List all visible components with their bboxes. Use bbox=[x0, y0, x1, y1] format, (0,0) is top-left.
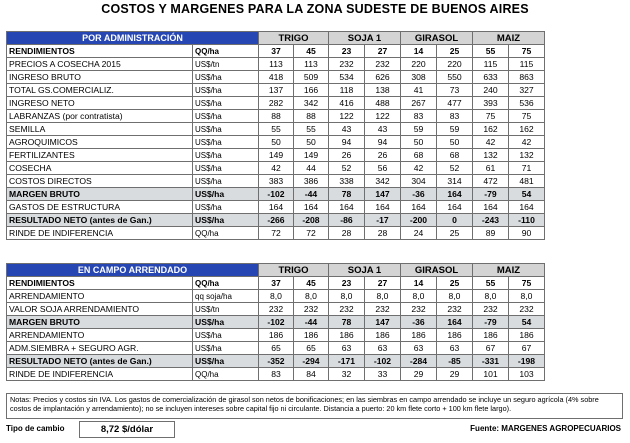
value-cell: 101 bbox=[473, 368, 509, 381]
value-cell: 26 bbox=[365, 149, 401, 162]
crop-header-girasol: GIRASOL bbox=[401, 264, 473, 277]
value-cell: 67 bbox=[473, 342, 509, 355]
value-cell: 186 bbox=[509, 329, 545, 342]
value-cell: 149 bbox=[294, 149, 329, 162]
row-label: INGRESO NETO bbox=[7, 97, 193, 110]
value-cell: 68 bbox=[401, 149, 437, 162]
table-row bbox=[7, 368, 545, 381]
value-cell: 8,0 bbox=[294, 290, 329, 303]
value-cell: 164 bbox=[437, 201, 473, 214]
value-cell: 186 bbox=[259, 329, 294, 342]
table-row bbox=[7, 149, 545, 162]
row-label: ARRENDAMIENTO bbox=[7, 290, 193, 303]
value-cell: 41 bbox=[401, 84, 437, 97]
row-label: VALOR SOJA ARRENDAMIENTO bbox=[7, 303, 193, 316]
row-label: ARRENDAMIENTO bbox=[7, 329, 193, 342]
value-cell: 42 bbox=[509, 136, 545, 149]
row-unit: US$/ha bbox=[193, 162, 259, 175]
value-cell: 186 bbox=[294, 329, 329, 342]
value-cell: -17 bbox=[365, 214, 401, 227]
value-cell: 55 bbox=[294, 123, 329, 136]
value-cell: 42 bbox=[401, 162, 437, 175]
value-cell: 42 bbox=[473, 136, 509, 149]
value-cell: 149 bbox=[259, 149, 294, 162]
rented-table bbox=[6, 263, 545, 381]
row-unit: US$/ha bbox=[193, 175, 259, 188]
row-unit: US$/ha bbox=[193, 136, 259, 149]
value-cell: 43 bbox=[329, 123, 365, 136]
value-cell: 118 bbox=[329, 84, 365, 97]
value-cell: -36 bbox=[401, 316, 437, 329]
value-cell: 50 bbox=[294, 136, 329, 149]
value-cell: 28 bbox=[329, 227, 365, 240]
value-cell: 481 bbox=[509, 175, 545, 188]
footer bbox=[6, 421, 623, 438]
row-label: RESULTADO NETO (antes de Gan.) bbox=[7, 214, 193, 227]
value-cell: 25 bbox=[437, 227, 473, 240]
value-cell: 240 bbox=[473, 84, 509, 97]
value-cell: 633 bbox=[473, 71, 509, 84]
value-cell: 164 bbox=[509, 201, 545, 214]
value-cell: 122 bbox=[365, 110, 401, 123]
value-cell: 113 bbox=[294, 58, 329, 71]
row-label: ADM.SIEMBRA + SEGURO AGR. bbox=[7, 342, 193, 355]
value-cell: 137 bbox=[259, 84, 294, 97]
value-cell: 59 bbox=[437, 123, 473, 136]
value-cell: 8,0 bbox=[509, 290, 545, 303]
row-unit: US$/ha bbox=[193, 201, 259, 214]
value-cell: 14 bbox=[401, 277, 437, 290]
exchange-rate-box bbox=[79, 421, 175, 438]
value-cell: 232 bbox=[259, 303, 294, 316]
row-unit: US$/ha bbox=[193, 214, 259, 227]
row-label: RINDE DE INDIFERENCIA bbox=[7, 227, 193, 240]
value-cell: -294 bbox=[294, 355, 329, 368]
value-cell: 232 bbox=[473, 303, 509, 316]
value-cell: 43 bbox=[365, 123, 401, 136]
value-cell: 138 bbox=[365, 84, 401, 97]
exchange-rate-label: Tipo de cambio bbox=[6, 424, 65, 433]
value-cell: -79 bbox=[473, 316, 509, 329]
value-cell: 67 bbox=[509, 342, 545, 355]
table-row bbox=[7, 71, 545, 84]
value-cell: 0 bbox=[437, 214, 473, 227]
value-cell: 54 bbox=[509, 188, 545, 201]
value-cell: 113 bbox=[259, 58, 294, 71]
table-row bbox=[7, 303, 545, 316]
row-unit: US$/ha bbox=[193, 329, 259, 342]
value-cell: 232 bbox=[365, 58, 401, 71]
row-unit: QQ/ha bbox=[193, 227, 259, 240]
value-cell: 61 bbox=[473, 162, 509, 175]
value-cell: 50 bbox=[401, 136, 437, 149]
value-cell: -44 bbox=[294, 188, 329, 201]
crop-header-soja: SOJA 1 bbox=[329, 32, 401, 45]
value-cell: 477 bbox=[437, 97, 473, 110]
value-cell: 25 bbox=[437, 277, 473, 290]
value-cell: 115 bbox=[509, 58, 545, 71]
value-cell: 27 bbox=[365, 45, 401, 58]
row-unit: US$/ha bbox=[193, 123, 259, 136]
value-cell: 164 bbox=[259, 201, 294, 214]
table-row bbox=[7, 45, 545, 58]
value-cell: 94 bbox=[329, 136, 365, 149]
value-cell: 32 bbox=[329, 368, 365, 381]
value-cell: 186 bbox=[401, 329, 437, 342]
value-cell: 37 bbox=[259, 45, 294, 58]
row-unit: US$/ha bbox=[193, 342, 259, 355]
value-cell: 88 bbox=[259, 110, 294, 123]
value-cell: 75 bbox=[473, 110, 509, 123]
admin-table bbox=[6, 31, 545, 240]
value-cell: 14 bbox=[401, 45, 437, 58]
value-cell: 75 bbox=[509, 45, 545, 58]
value-cell: 509 bbox=[294, 71, 329, 84]
value-cell: 73 bbox=[437, 84, 473, 97]
value-cell: 186 bbox=[365, 329, 401, 342]
row-unit: US$/ha bbox=[193, 316, 259, 329]
value-cell: -110 bbox=[509, 214, 545, 227]
value-cell: 232 bbox=[437, 303, 473, 316]
value-cell: 37 bbox=[259, 277, 294, 290]
row-label: AGROQUIMICOS bbox=[7, 136, 193, 149]
value-cell: 534 bbox=[329, 71, 365, 84]
value-cell: 122 bbox=[329, 110, 365, 123]
table-row bbox=[7, 355, 545, 368]
value-cell: 267 bbox=[401, 97, 437, 110]
value-cell: 132 bbox=[473, 149, 509, 162]
table-row bbox=[7, 175, 545, 188]
row-unit: US$/ha bbox=[193, 84, 259, 97]
value-cell: 164 bbox=[437, 316, 473, 329]
value-cell: 308 bbox=[401, 71, 437, 84]
table-row bbox=[7, 162, 545, 175]
table-row bbox=[7, 84, 545, 97]
crop-header-soja: SOJA 1 bbox=[329, 264, 401, 277]
value-cell: 338 bbox=[329, 175, 365, 188]
value-cell: 393 bbox=[473, 97, 509, 110]
value-cell: 26 bbox=[329, 149, 365, 162]
value-cell: -331 bbox=[473, 355, 509, 368]
row-unit: US$/ha bbox=[193, 188, 259, 201]
value-cell: 8,0 bbox=[365, 290, 401, 303]
value-cell: 383 bbox=[259, 175, 294, 188]
section-title: EN CAMPO ARRENDADO bbox=[7, 264, 259, 277]
value-cell: 314 bbox=[437, 175, 473, 188]
row-unit: QQ/ha bbox=[193, 45, 259, 58]
row-label: TOTAL GS.COMERCIALIZ. bbox=[7, 84, 193, 97]
value-cell: 115 bbox=[473, 58, 509, 71]
row-label: GASTOS DE ESTRUCTURA bbox=[7, 201, 193, 214]
row-unit: US$/ha bbox=[193, 110, 259, 123]
row-label: LABRANZAS (por contratista) bbox=[7, 110, 193, 123]
value-cell: 71 bbox=[509, 162, 545, 175]
table-row bbox=[7, 201, 545, 214]
value-cell: -85 bbox=[437, 355, 473, 368]
value-cell: 164 bbox=[329, 201, 365, 214]
value-cell: 56 bbox=[365, 162, 401, 175]
row-label: RESULTADO NETO (antes de Gan.) bbox=[7, 355, 193, 368]
value-cell: 164 bbox=[437, 188, 473, 201]
crop-header-maiz: MAIZ bbox=[473, 32, 545, 45]
value-cell: 342 bbox=[294, 97, 329, 110]
value-cell: 78 bbox=[329, 316, 365, 329]
value-cell: 63 bbox=[401, 342, 437, 355]
value-cell: 88 bbox=[294, 110, 329, 123]
table-row bbox=[7, 110, 545, 123]
section-title: POR ADMINISTRACIÓN bbox=[7, 32, 259, 45]
row-unit: QQ/ha bbox=[193, 368, 259, 381]
value-cell: 304 bbox=[401, 175, 437, 188]
row-label: RINDE DE INDIFERENCIA bbox=[7, 368, 193, 381]
value-cell: 164 bbox=[401, 201, 437, 214]
page-title: COSTOS Y MARGENES PARA LA ZONA SUDESTE DE BUENOS AIRES bbox=[101, 2, 529, 16]
crop-header-trigo: TRIGO bbox=[259, 264, 329, 277]
value-cell: 33 bbox=[365, 368, 401, 381]
value-cell: 44 bbox=[294, 162, 329, 175]
value-cell: 132 bbox=[509, 149, 545, 162]
value-cell: 28 bbox=[365, 227, 401, 240]
table-row bbox=[7, 277, 545, 290]
value-cell: 550 bbox=[437, 71, 473, 84]
value-cell: 50 bbox=[259, 136, 294, 149]
crop-header-trigo: TRIGO bbox=[259, 32, 329, 45]
value-cell: -200 bbox=[401, 214, 437, 227]
value-cell: 83 bbox=[437, 110, 473, 123]
value-cell: 342 bbox=[365, 175, 401, 188]
value-cell: 83 bbox=[259, 368, 294, 381]
value-cell: 25 bbox=[437, 45, 473, 58]
value-cell: 103 bbox=[509, 368, 545, 381]
value-cell: 94 bbox=[365, 136, 401, 149]
value-cell: 89 bbox=[473, 227, 509, 240]
table-row bbox=[7, 188, 545, 201]
value-cell: 8,0 bbox=[473, 290, 509, 303]
value-cell: 29 bbox=[401, 368, 437, 381]
value-cell: 23 bbox=[329, 45, 365, 58]
table-row bbox=[7, 227, 545, 240]
value-cell: 232 bbox=[509, 303, 545, 316]
value-cell: 8,0 bbox=[437, 290, 473, 303]
value-cell: 52 bbox=[329, 162, 365, 175]
table-row bbox=[7, 123, 545, 136]
value-cell: 232 bbox=[329, 303, 365, 316]
value-cell: -198 bbox=[509, 355, 545, 368]
value-cell: 55 bbox=[473, 277, 509, 290]
row-unit: US$/ha bbox=[193, 149, 259, 162]
value-cell: 54 bbox=[509, 316, 545, 329]
value-cell: 8,0 bbox=[329, 290, 365, 303]
row-unit: US$/ha bbox=[193, 355, 259, 368]
row-unit: US$/ha bbox=[193, 97, 259, 110]
value-cell: 75 bbox=[509, 277, 545, 290]
value-cell: 416 bbox=[329, 97, 365, 110]
crop-header-girasol: GIRASOL bbox=[401, 32, 473, 45]
value-cell: 72 bbox=[259, 227, 294, 240]
notes: Notas: Precios y costos sin IVA. Los gastos de comercialización de girasol son netos de bonificaciones; en las siembras en campo arrendado se incluye un seguro agrícola (4% sobre costos de implantación y arrendamiento); no se incluyen intereses sobre capital fijo ni circulante. Distancia a puerto: 20 km flete corto + 100 km flete largo). bbox=[6, 393, 623, 419]
row-label: COSECHA bbox=[7, 162, 193, 175]
value-cell: 8,0 bbox=[259, 290, 294, 303]
value-cell: 55 bbox=[473, 45, 509, 58]
value-cell: 164 bbox=[473, 201, 509, 214]
source: Fuente: MARGENES AGROPECUARIOS bbox=[470, 424, 621, 433]
value-cell: 220 bbox=[437, 58, 473, 71]
value-cell: 72 bbox=[294, 227, 329, 240]
value-cell: 488 bbox=[365, 97, 401, 110]
row-unit: US$/ha bbox=[193, 71, 259, 84]
row-unit: US$/tn bbox=[193, 303, 259, 316]
value-cell: 164 bbox=[294, 201, 329, 214]
value-cell: 63 bbox=[329, 342, 365, 355]
value-cell: 220 bbox=[401, 58, 437, 71]
row-label: RENDIMIENTOS bbox=[7, 45, 193, 58]
table-row bbox=[7, 214, 545, 227]
row-label: FERTILIZANTES bbox=[7, 149, 193, 162]
value-cell: 386 bbox=[294, 175, 329, 188]
value-cell: -102 bbox=[259, 188, 294, 201]
row-label: MARGEN BRUTO bbox=[7, 188, 193, 201]
value-cell: -79 bbox=[473, 188, 509, 201]
value-cell: -266 bbox=[259, 214, 294, 227]
value-cell: 863 bbox=[509, 71, 545, 84]
row-label: COSTOS DIRECTOS bbox=[7, 175, 193, 188]
value-cell: 147 bbox=[365, 316, 401, 329]
value-cell: 65 bbox=[294, 342, 329, 355]
value-cell: 162 bbox=[509, 123, 545, 136]
table-row bbox=[7, 329, 545, 342]
value-cell: 50 bbox=[437, 136, 473, 149]
row-label: PRECIOS A COSECHA 2015 bbox=[7, 58, 193, 71]
value-cell: 232 bbox=[365, 303, 401, 316]
value-cell: 83 bbox=[401, 110, 437, 123]
value-cell: 186 bbox=[473, 329, 509, 342]
value-cell: 282 bbox=[259, 97, 294, 110]
value-cell: -171 bbox=[329, 355, 365, 368]
exchange-rate-unit: $/dólar bbox=[121, 424, 154, 435]
value-cell: 536 bbox=[509, 97, 545, 110]
value-cell: 84 bbox=[294, 368, 329, 381]
value-cell: 45 bbox=[294, 45, 329, 58]
table-row bbox=[7, 316, 545, 329]
row-unit: QQ/ha bbox=[193, 277, 259, 290]
value-cell: 232 bbox=[401, 303, 437, 316]
row-label: INGRESO BRUTO bbox=[7, 71, 193, 84]
value-cell: -208 bbox=[294, 214, 329, 227]
value-cell: 63 bbox=[437, 342, 473, 355]
value-cell: 55 bbox=[259, 123, 294, 136]
value-cell: 162 bbox=[473, 123, 509, 136]
table-row bbox=[7, 342, 545, 355]
table-row bbox=[7, 97, 545, 110]
value-cell: -102 bbox=[365, 355, 401, 368]
value-cell: 232 bbox=[294, 303, 329, 316]
value-cell: 27 bbox=[365, 277, 401, 290]
crop-header-maiz: MAIZ bbox=[473, 264, 545, 277]
value-cell: -284 bbox=[401, 355, 437, 368]
value-cell: -86 bbox=[329, 214, 365, 227]
value-cell: 42 bbox=[259, 162, 294, 175]
value-cell: -352 bbox=[259, 355, 294, 368]
value-cell: 23 bbox=[329, 277, 365, 290]
value-cell: 327 bbox=[509, 84, 545, 97]
value-cell: 472 bbox=[473, 175, 509, 188]
value-cell: 90 bbox=[509, 227, 545, 240]
value-cell: 232 bbox=[329, 58, 365, 71]
value-cell: 626 bbox=[365, 71, 401, 84]
value-cell: 65 bbox=[259, 342, 294, 355]
value-cell: 164 bbox=[365, 201, 401, 214]
value-cell: 59 bbox=[401, 123, 437, 136]
value-cell: 63 bbox=[365, 342, 401, 355]
value-cell: 186 bbox=[437, 329, 473, 342]
value-cell: -36 bbox=[401, 188, 437, 201]
row-label: MARGEN BRUTO bbox=[7, 316, 193, 329]
value-cell: 418 bbox=[259, 71, 294, 84]
row-label: RENDIMIENTOS bbox=[7, 277, 193, 290]
value-cell: 52 bbox=[437, 162, 473, 175]
value-cell: 147 bbox=[365, 188, 401, 201]
value-cell: 45 bbox=[294, 277, 329, 290]
value-cell: 166 bbox=[294, 84, 329, 97]
table-row bbox=[7, 58, 545, 71]
value-cell: 29 bbox=[437, 368, 473, 381]
table-row bbox=[7, 136, 545, 149]
value-cell: 68 bbox=[437, 149, 473, 162]
row-unit: US$/tn bbox=[193, 58, 259, 71]
row-unit: qq soja/ha bbox=[193, 290, 259, 303]
value-cell: -102 bbox=[259, 316, 294, 329]
value-cell: 24 bbox=[401, 227, 437, 240]
value-cell: 186 bbox=[329, 329, 365, 342]
table-row bbox=[7, 290, 545, 303]
value-cell: 78 bbox=[329, 188, 365, 201]
row-label: SEMILLA bbox=[7, 123, 193, 136]
value-cell: 75 bbox=[509, 110, 545, 123]
value-cell: -243 bbox=[473, 214, 509, 227]
exchange-rate-value: 8,72 bbox=[100, 424, 120, 435]
value-cell: -44 bbox=[294, 316, 329, 329]
value-cell: 8,0 bbox=[401, 290, 437, 303]
